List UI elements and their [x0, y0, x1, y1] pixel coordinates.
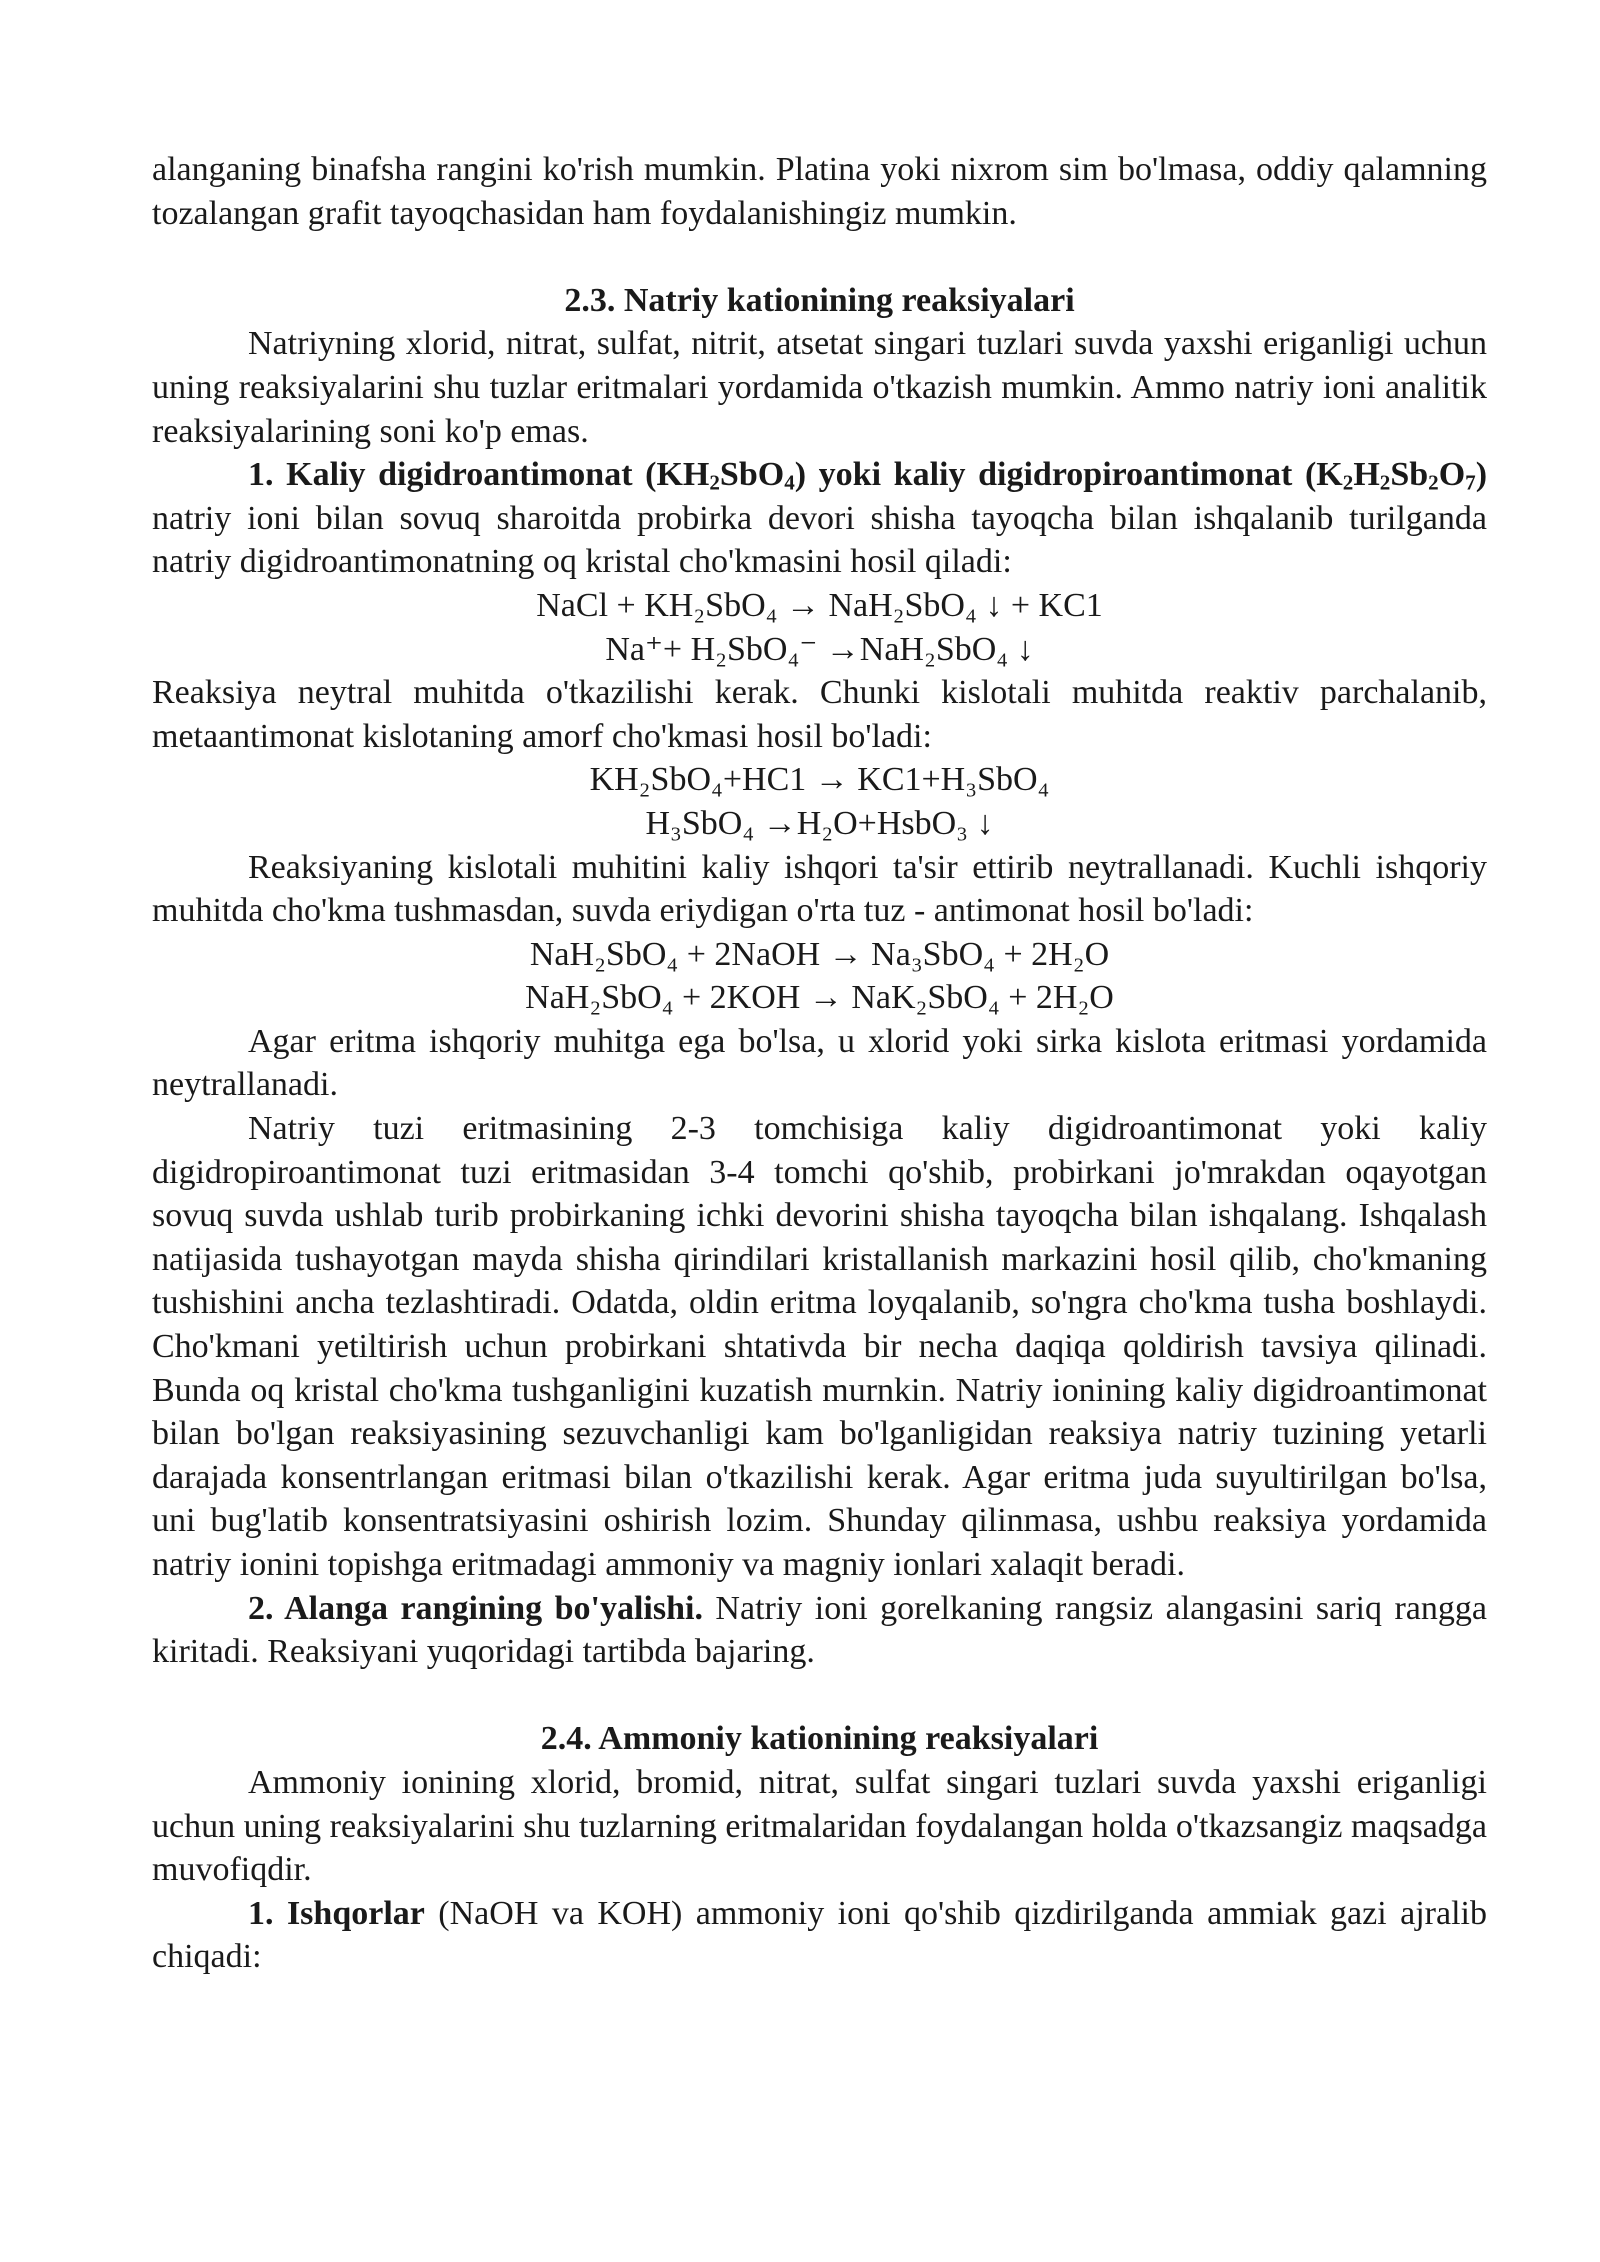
alkali-medium-paragraph: Reaksiyaning kislotali muhitini kaliy ishqori ta'sir ettirib neytrallanadi. Kuchli ishqoriy muhitda cho'kma tushmasdan, suvda eriydigan o'rta tuz - antimonat hosil bo'ladi: — [152, 848, 1487, 930]
neutralize-paragraph: Agar eritma ishqoriy muhitga ega bo'lsa, u xlorid yoki sirka kislota eritmasi yordamida neytrallanadi. — [152, 1022, 1487, 1104]
sodium-item-2-paragraph — [152, 1587, 1487, 1674]
sodium-item-1-paragraph — [152, 453, 1487, 584]
neutral-medium-paragraph: Reaksiya neytral muhitda o'tkazilishi kerak. Chunki kislotali muhitda reaktiv parchalanib, metaantimonat kislotaning amorf cho'kmasi hosil bo'ladi: — [152, 674, 1487, 755]
ammonium-item-1-text: (NaOH va KOH) ammoniy ioni qo'shib qizdirilganda ammiak gazi ajralib chiqadi: — [152, 1894, 1487, 1976]
sodium-intro-paragraph: Natriyning xlorid, nitrat, sulfat, nitrit, atsetat singari tuzlari suvda yaxshi eriganligi uchun uning reaksiyalarini shu tuzlar eritmalari yordamida o'tkazish mumkin. Ammo natriy ioni analitik reaksiyalarining soni ko'p emas. — [152, 325, 1487, 450]
equation: KH₂SbO₄+HC1 → KC1+H₃SbO₄ — [589, 761, 1050, 799]
equation: NaH₂SbO₄ + 2NaOH → Na₃SbO₄ + 2H₂O — [529, 935, 1110, 973]
sodium-item-1-text: natriy ioni bilan sovuq sharoitda probirka devori shisha tayoqcha bilan ishqalanib turilganda natriy digidroantimonatning oq kristal cho'kmasini hosil qiladi: — [152, 499, 1487, 581]
procedure-paragraph: Natriy tuzi eritmasining 2-3 tomchisiga kaliy digidroantimonat yoki kaliy digidropiroantimonat tuzi eritmasidan 3-4 tomchi qo'shib, probirkani jo'mrakdan oqayotgan sovuq suvda ushlab turib probirkaning ichki devorini shisha tayoqcha bilan ishqalang. Ishqalash natijasida tushayotgan mayda shisha qirindilari kristallanish markazini hosil qilib, cho'kmaning tushishini ancha tezlashtiradi. Odatda, oldin eritma loyqalanib, so'ngra cho'kma tusha boshlaydi. Cho'kmani yetiltirish uchun probirkani shtativda bir necha daqiqa qoldirish tavsiya qilinadi. Bunda oq kristal cho'kma tushganligini kuzatish murnkin. Natriy ionining kaliy digidroantimonat bilan bo'lgan reaksiyasining sezuvchanligi kam bo'lganligidan reaksiya natriy tuzining yetarli darajada konsentrlangan eritmasi bilan o'tkazilishi kerak. Agar eritma juda suyultirilgan bo'lsa, uni bug'latib konsentratsiyasini oshirish lozim. Shunday qilinmasa, ushbu reaksiya yordamida natriy ionini topishga eritmadagi ammoniy va magniy ionlari xalaqit beradi. — [152, 1110, 1487, 1583]
equation: NaCl + KH₂SbO₄ → NaH₂SbO₄ ↓ + KC1 — [536, 586, 1103, 624]
ammonium-item-1-lead: 1. Ishqorlar — [248, 1894, 425, 1932]
equation: H₃SbO₄ →H₂O+HsbO₃ ↓ — [645, 804, 994, 842]
sodium-item-2-text: Natriy ioni gorelkaning rangsiz alangasini sariq rangga kiritadi. Reaksiyani yuqoridagi tartibda bajaring. — [152, 1589, 1487, 1671]
equation: NaH₂SbO₄ + 2KOH → NaK₂SbO₄ + 2H₂O — [525, 979, 1114, 1017]
section-heading-sodium: 2.3. Natriy kationining reaksiyalari — [564, 281, 1075, 319]
equation: Na⁺+ H₂SbO₄⁻ →NaH₂SbO₄ ↓ — [605, 630, 1034, 668]
continuation-paragraph: alanganing binafsha rangini ko'rish mumkin. Platina yoki nixrom sim bo'lmasa, oddiy qalamning tozalangan grafit tayoqchasidan ham foydalanishingiz mumkin. — [152, 151, 1487, 232]
sodium-item-1-lead: 1. Kaliy digidroantimonat $(KH_2SbO_4)$ yoki kaliy digidropiroantimonat $(K_2H_2Sb_2O_7)$ — [248, 456, 1488, 495]
section-heading-ammonium: 2.4. Ammoniy kationining reaksiyalari — [540, 1720, 1099, 1758]
ammonium-intro-paragraph: Ammoniy ionining xlorid, bromid, nitrat, sulfat singari tuzlari suvda yaxshi eriganligi uchun uning reaksiyalarini shu tuzlarning eritmalaridan foydalangan holda o'tkazsangiz maqsadga muvofiqdir. — [152, 1763, 1487, 1889]
document-page — [152, 148, 1487, 1979]
ammonium-item-1-paragraph — [152, 1892, 1487, 1979]
sodium-item-2-lead: 2. Alanga rangining bo'yalishi. — [248, 1589, 703, 1627]
